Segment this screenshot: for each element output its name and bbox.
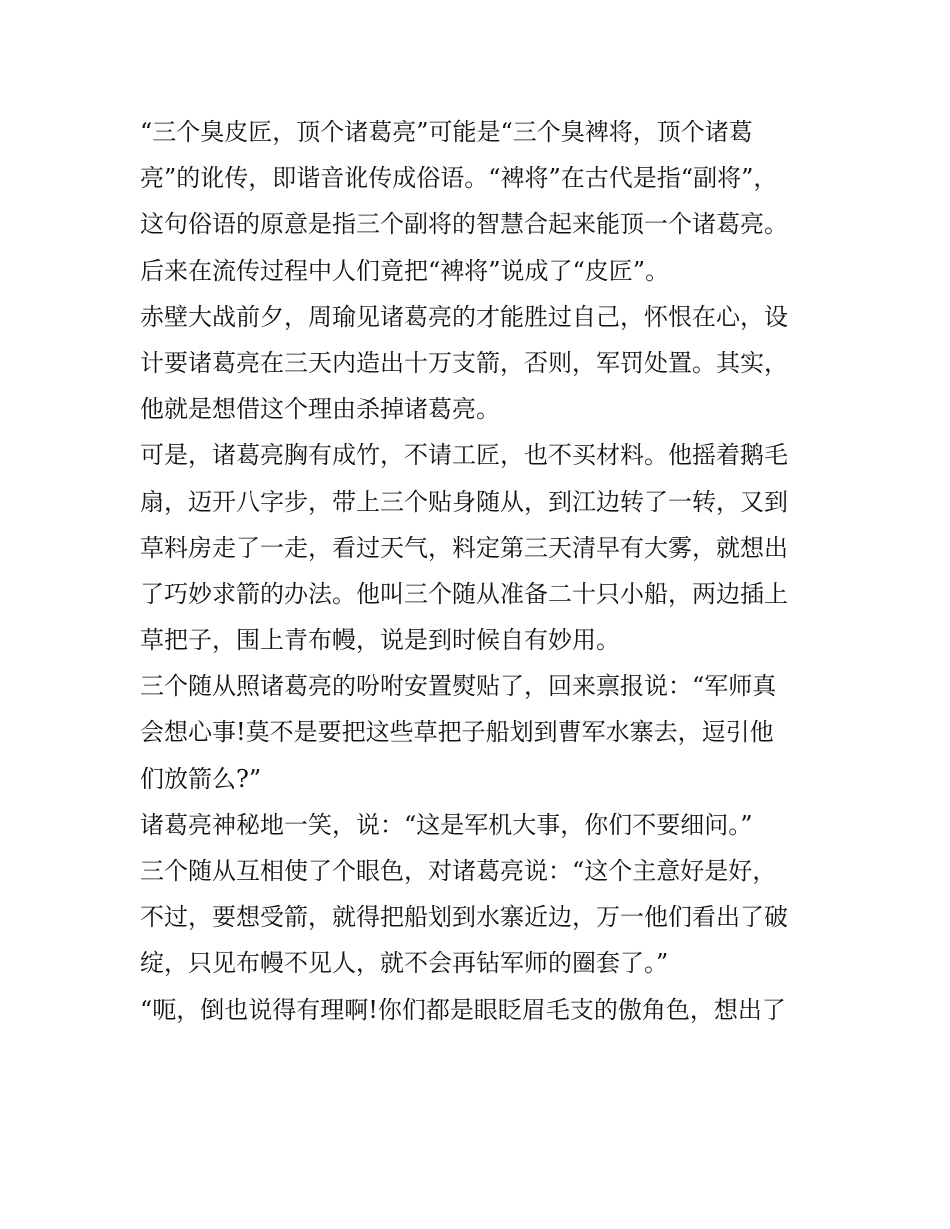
text-line: 会想心事!莫不是要把这些草把子船划到曹军水寨去，逗引他 bbox=[140, 718, 774, 747]
text-line: 草料房走了一走，看过天气，料定第三天清早有大雾，就想出 bbox=[140, 533, 788, 562]
text-line: 绽，只见布幔不见人，就不会再钻军师的圈套了。” bbox=[140, 949, 669, 978]
text-line: “三个臭皮匠，顶个诸葛亮”可能是“三个臭裨将，顶个诸葛 bbox=[140, 118, 753, 146]
text-line: 赤壁大战前夕，周瑜见诸葛亮的才能胜过自己，怀恨在心，设 bbox=[140, 302, 788, 331]
text-line: 后来在流传过程中人们竟把“裨将”说成了“皮匠”。 bbox=[140, 256, 670, 285]
text-line: 草把子，围上青布幔，说是到时候自有妙用。 bbox=[140, 626, 620, 655]
text-line: 计要诸葛亮在三天内造出十万支箭，否则，军罚处置。其实， bbox=[140, 348, 788, 377]
text-line: “呃，倒也说得有理啊!你们都是眼眨眉毛支的傲角色，想出了 bbox=[140, 995, 786, 1024]
text-line: 他就是想借这个理由杀掉诸葛亮。 bbox=[140, 395, 500, 424]
text-line: 不过，要想受箭，就得把船划到水寨近边，万一他们看出了破 bbox=[140, 903, 788, 932]
text-line: 三个随从照诸葛亮的吩咐安置熨贴了，回来禀报说：“军师真 bbox=[140, 672, 777, 701]
text-line: 扇，迈开八字步，带上三个贴身随从，到江边转了一转，又到 bbox=[140, 487, 788, 516]
text-line: 这句俗语的原意是指三个副将的智慧合起来能顶一个诸葛亮。 bbox=[140, 210, 788, 239]
text-line: 可是，诸葛亮胸有成竹，不请工匠，也不买材料。他摇着鹅毛 bbox=[140, 441, 788, 470]
document-body bbox=[140, 109, 820, 1033]
text-line: 诸葛亮神秘地一笑，说：“这是军机大事，你们不要细问。” bbox=[140, 810, 753, 839]
text-line: 亮”的讹传，即谐音讹传成俗语。“裨将”在古代是指“副将”， bbox=[140, 164, 778, 193]
text-line: 们放箭么?” bbox=[140, 764, 262, 793]
text-line: 三个随从互相使了个眼色，对诸葛亮说：“这个主意好是好， bbox=[140, 857, 777, 885]
text-line: 了巧妙求箭的办法。他叫三个随从准备二十只小船，两边插上 bbox=[140, 579, 788, 608]
